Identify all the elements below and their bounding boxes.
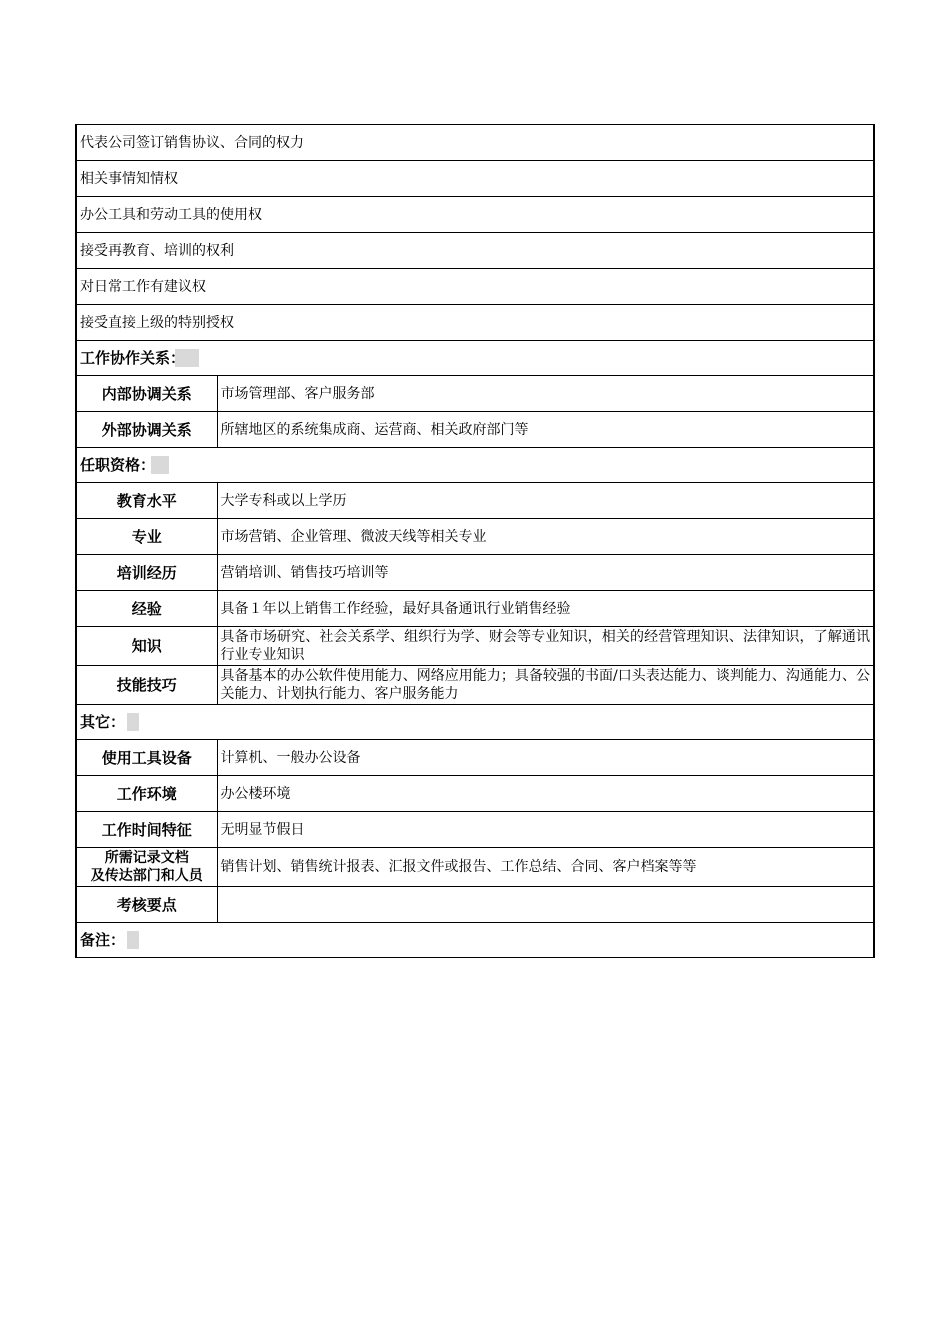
row-value: 营销培训、销售技巧培训等	[217, 555, 874, 591]
row-label-line: 所需记录文档	[104, 850, 189, 866]
row-label: 专业	[76, 519, 217, 555]
row-value: 具备市场研究、社会关系学、组织行为学、财会等专业知识，相关的经营管理知识、法律知识，了解通讯行业专业知识	[217, 627, 874, 666]
table-row	[76, 412, 874, 448]
row-value: 市场营销、企业管理、微波天线等相关专业	[217, 519, 874, 555]
table-row	[76, 483, 874, 519]
row-label: 教育水平	[76, 483, 217, 519]
row-value: 计算机、一般办公设备	[217, 740, 874, 776]
right-item: 相关事情知情权	[76, 161, 874, 197]
rights-row	[76, 233, 874, 269]
row-label: 工作时间特征	[76, 812, 217, 848]
table-row	[76, 591, 874, 627]
table-row	[76, 519, 874, 555]
right-item: 办公工具和劳动工具的使用权	[76, 197, 874, 233]
table-row	[76, 740, 874, 776]
section-header-remarks	[76, 923, 874, 958]
table-row	[76, 376, 874, 412]
row-label-line: 及传达部门和人员	[90, 868, 203, 884]
row-value: 具备１年以上销售工作经验，最好具备通讯行业销售经验	[217, 591, 874, 627]
row-label	[76, 848, 217, 887]
row-label: 培训经历	[76, 555, 217, 591]
right-item: 接受再教育、培训的权利	[76, 233, 874, 269]
section-header-qualification	[76, 448, 874, 483]
row-value: 销售计划、销售统计报表、汇报文件或报告、工作总结、合同、客户档案等等	[217, 848, 874, 887]
section-title: 其它：	[80, 713, 139, 731]
rights-row	[76, 161, 874, 197]
row-value: 所辖地区的系统集成商、运营商、相关政府部门等	[217, 412, 874, 448]
table-row	[76, 627, 874, 666]
row-label: 技能技巧	[76, 666, 217, 705]
section-title: 备注：	[80, 931, 139, 949]
right-item: 代表公司签订销售协议、合同的权力	[76, 125, 874, 161]
table-row	[76, 812, 874, 848]
row-label: 经验	[76, 591, 217, 627]
table-row	[76, 776, 874, 812]
table-row	[76, 848, 874, 887]
row-value: 无明显节假日	[217, 812, 874, 848]
row-label: 工作环境	[76, 776, 217, 812]
row-value	[217, 887, 874, 923]
section-title: 工作协作关系：	[80, 349, 199, 367]
table-row	[76, 887, 874, 923]
table-row	[76, 555, 874, 591]
row-label: 考核要点	[76, 887, 217, 923]
job-description-table	[75, 124, 875, 958]
table-row	[76, 666, 874, 705]
row-label: 使用工具设备	[76, 740, 217, 776]
row-value: 办公楼环境	[217, 776, 874, 812]
right-item: 接受直接上级的特别授权	[76, 305, 874, 341]
rights-row	[76, 197, 874, 233]
rights-row	[76, 305, 874, 341]
row-label: 外部协调关系	[76, 412, 217, 448]
section-header-other	[76, 705, 874, 740]
row-label: 知识	[76, 627, 217, 666]
section-header-cooperation	[76, 341, 874, 376]
row-value: 大学专科或以上学历	[217, 483, 874, 519]
row-value: 市场管理部、客户服务部	[217, 376, 874, 412]
row-value: 具备基本的办公软件使用能力、网络应用能力；具备较强的书面/口头表达能力、谈判能力、沟通能力、公关能力、计划执行能力、客户服务能力	[217, 666, 874, 705]
row-label: 内部协调关系	[76, 376, 217, 412]
rights-row	[76, 125, 874, 161]
rights-row	[76, 269, 874, 305]
section-title: 任职资格：	[80, 456, 169, 474]
right-item: 对日常工作有建议权	[76, 269, 874, 305]
